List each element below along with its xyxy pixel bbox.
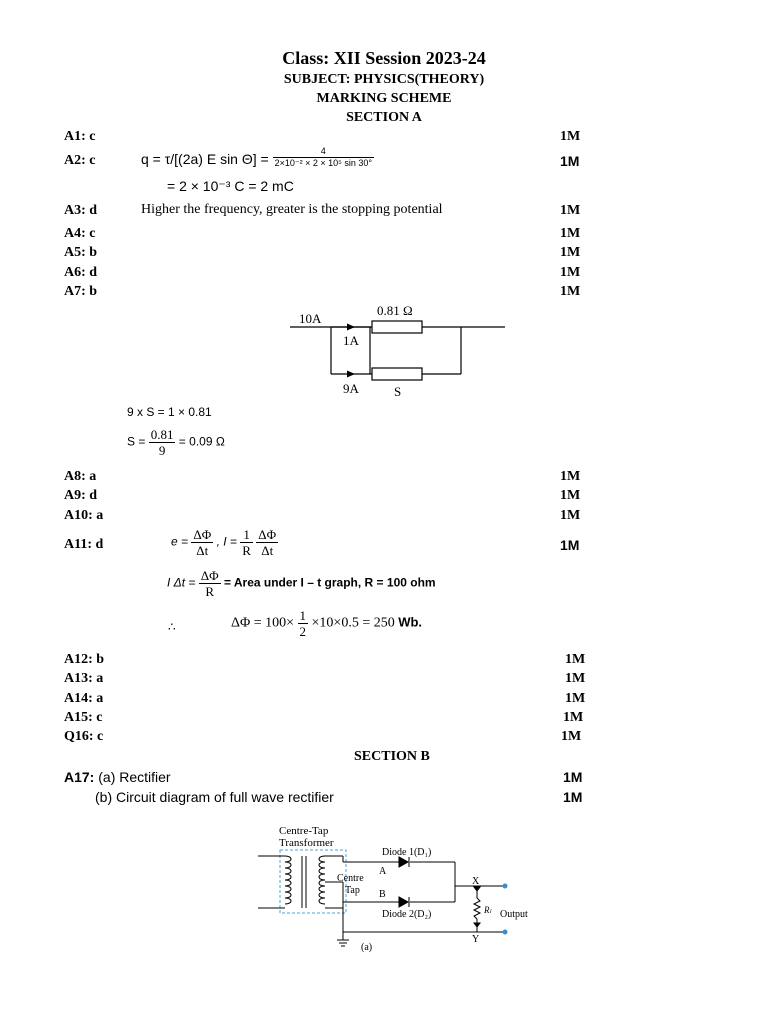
a11-phi-den: 2 [299,624,307,639]
answer-marks: 1M [560,469,581,484]
answer-label: A8: a [64,469,97,484]
shunt-label: S [394,384,402,399]
a17-marks-a: 1M [563,769,583,785]
a2-equation [141,145,374,169]
a11-i-num2: ΔΦ [258,527,277,542]
answer-label: A13: a [64,671,104,686]
a11-e-fraction [191,527,213,558]
answer-label: A11: d [64,537,104,552]
a17-part-b: (b) Circuit diagram of full wave rectifier [95,789,334,805]
node-x-label: X [472,876,480,887]
a11-equation-1 [171,527,278,558]
answer-marks: 1M [565,671,586,686]
answer-label: A9: d [64,488,98,503]
node-y-label: Y [472,934,480,945]
a3-explanation: Higher the frequency, greater is the stopping potential [141,202,443,217]
a2-result: = 2 × 10⁻³ C = 2 mC [167,178,294,194]
section-a-heading: SECTION A [346,110,422,125]
answer-marks: 1M [560,203,581,218]
a11-idt-rhs: = Area under I – t graph, R = 100 ohm [223,575,436,590]
a11-phi-rhs: ×10×0.5 = 250 [311,615,395,631]
a7-den: 9 [158,443,166,458]
centre-label: Centre [337,873,364,884]
a11-e-den: Δt [196,543,209,558]
answer-marks: 1M [563,710,584,725]
answer-label: A2: c [64,153,96,168]
node-b-label: B [379,889,386,900]
a11-i-lhs: , I = [216,534,237,549]
a11-i-den2: Δt [261,543,274,558]
a11-i-fraction-1 [240,527,253,558]
answer-label: A14: a [64,691,104,706]
a17-label: A17: [64,769,95,785]
answer-label: A4: c [64,226,96,241]
a11-phi-fraction [298,608,309,639]
a2-fraction [273,146,374,169]
a7-fraction [149,427,176,458]
full-wave-rectifier-diagram [255,822,545,957]
shunt-circuit-diagram [285,300,510,400]
subject-heading: SUBJECT: PHYSICS(THEORY) [283,72,485,87]
node-a-label: A [379,866,387,877]
a17-line-a [64,769,171,785]
answer-marks: 1M [560,245,581,260]
a7-eq2-lhs: S = [127,434,146,449]
figure-caption: (a) [361,942,373,953]
a11-i-num1: 1 [243,527,250,542]
a2-lhs: q = τ/[(2a) E sin Θ] = [141,151,269,167]
transformer-label-1: Centre-Tap [279,825,329,837]
answer-label: A10: a [64,508,104,523]
answer-marks: 1M [565,691,586,706]
answer-label: A3: d [64,203,98,218]
answer-marks: 1M [561,729,582,744]
a7-eq2-rhs: = 0.09 Ω [178,434,225,449]
answer-marks: 1M [560,537,580,553]
resistor-label: 0.81 Ω [377,303,413,318]
branch-current-2: 9A [343,381,359,396]
a2-den: 2×10⁻² × 2 × 10⁵ sin 30° [274,157,372,168]
answer-label: Q16: c [64,729,104,744]
load-resistor-label: Rₗ [484,905,491,915]
a17-marks-b: 1M [563,789,583,805]
a17-part-a: (a) Rectifier [98,769,171,785]
answer-label: A15: c [64,710,103,725]
branch-current-1: 1A [343,333,359,348]
section-b-heading: SECTION B [354,749,430,764]
a11-e-lhs: e = [171,534,189,549]
a11-equation-3 [231,608,422,639]
total-current-label: 10A [299,311,322,326]
a11-phi-unit: Wb. [398,614,423,630]
answer-label: A12: b [64,652,105,667]
a2-num: 4 [273,146,374,158]
answer-marks: 1M [560,153,580,169]
scheme-heading: MARKING SCHEME [316,91,452,106]
answer-marks: 1M [560,265,581,280]
answer-marks: 1M [560,226,581,241]
a11-phi-num: 1 [299,608,307,623]
answer-marks: 1M [560,129,581,144]
answer-marks: 1M [560,284,581,299]
answer-label: A7: b [64,284,98,299]
a11-idt-lhs: I Δt = [167,575,196,590]
transformer-label-2: Transformer [279,837,334,849]
diode-2-label: Diode 2(D₂) [382,909,432,920]
diode-1-label: Diode 1(D₁) [382,847,432,858]
answer-label: A6: d [64,265,98,280]
a11-equation-2 [167,568,436,599]
answer-marks: 1M [565,652,586,667]
a7-num: 0.81 [150,427,174,442]
a11-e-num: ΔΦ [193,527,212,542]
a11-phi-lhs: ΔΦ = 100× [231,615,295,631]
a11-i-den1: R [242,543,251,558]
a11-i-fraction-2 [256,527,278,558]
therefore-symbol: ∴ [168,620,176,634]
tap-label: Tap [345,885,360,896]
a7-equation-2 [127,427,225,458]
a11-idt-num: ΔΦ [200,568,219,583]
answer-marks: 1M [560,508,581,523]
class-session-title: Class: XII Session 2023-24 [282,48,486,68]
a11-idt-den: R [205,584,215,599]
answer-label: A1: c [64,129,96,144]
answer-marks: 1M [560,488,581,503]
a7-equation-1: 9 x S = 1 × 0.81 [127,405,212,419]
answer-label: A5: b [64,245,98,260]
a11-idt-fraction [199,568,221,599]
output-label: Output [500,909,528,920]
